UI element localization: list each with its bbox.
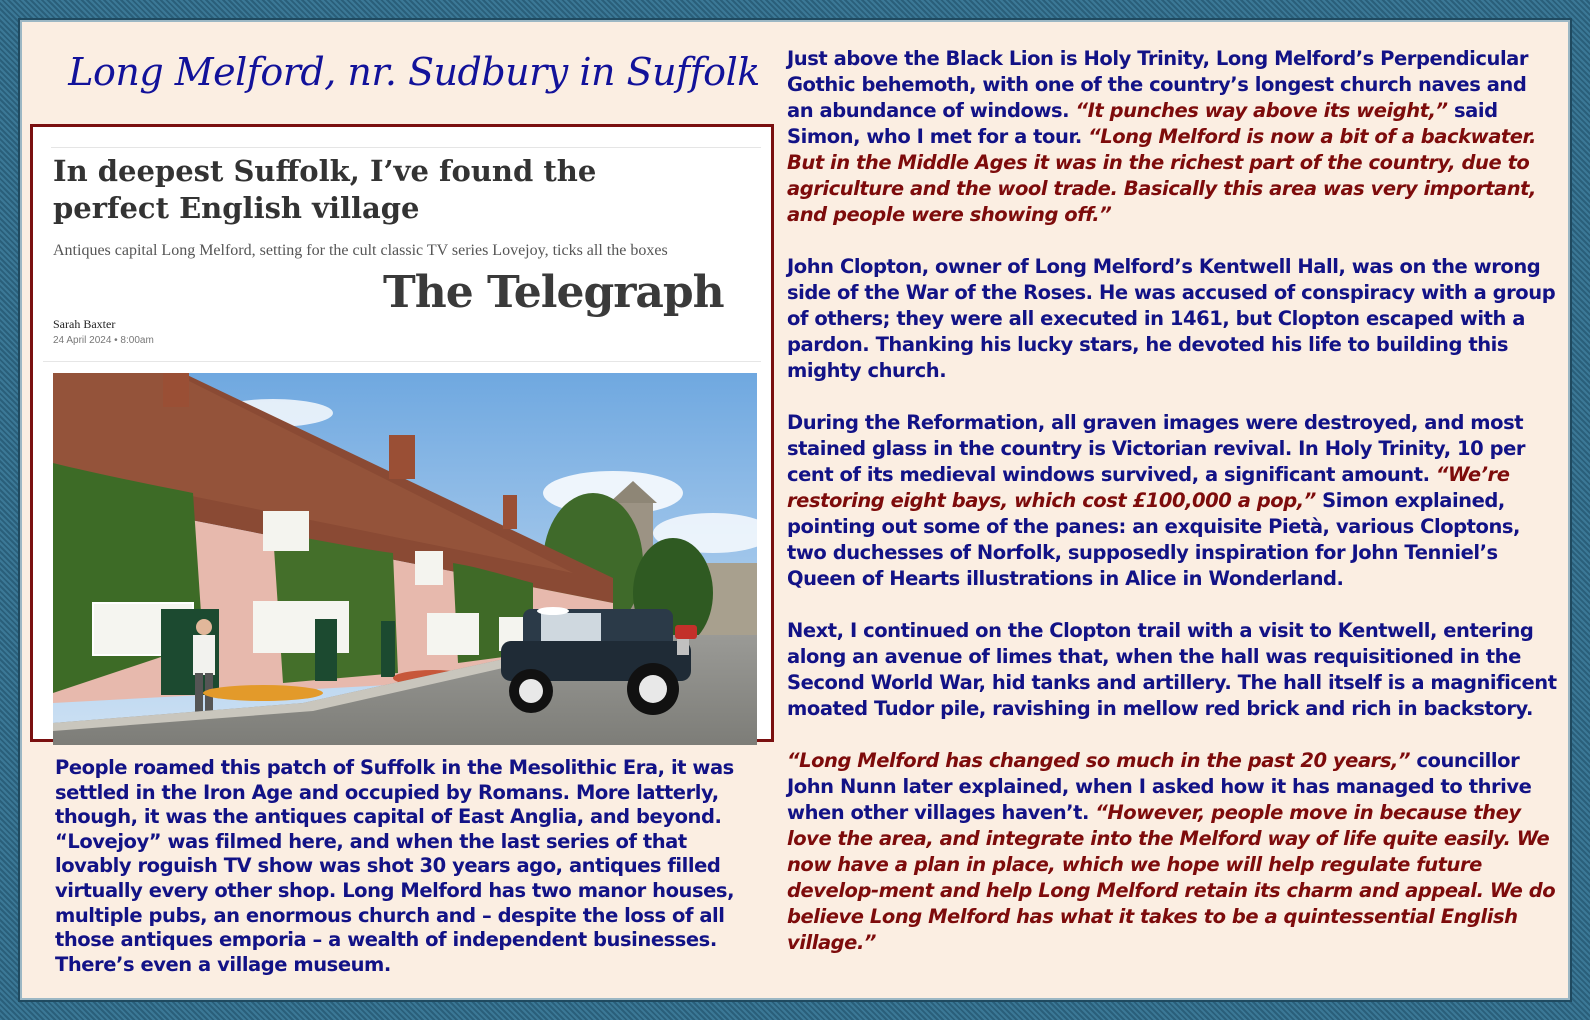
divider	[51, 147, 761, 148]
quote: “We’re restoring eight bays, which cost £100,000 a pop,”	[787, 463, 1510, 512]
article-date: 24 April 2024 • 8:00am	[53, 335, 154, 346]
right-column	[787, 46, 1557, 982]
quote: “It punches way above its weight,”	[1075, 99, 1448, 122]
page	[20, 20, 1570, 1000]
divider	[43, 361, 761, 362]
paragraph-kentwell: Next, I continued on the Clopton trail with a visit to Kentwell, entering along an avenue of limes that, when the hall was requisitioned in the Second World War, hid tanks and artillery. The hall itself is a magnificent moated Tudor pile, ravishing in mellow red brick and rich in backstory.	[787, 619, 1557, 720]
article-headline: In deepest Suffolk, I’ve found the perfect English village	[53, 154, 597, 225]
paragraph-john-clopton: John Clopton, owner of Long Melford’s Kentwell Hall, was on the wrong side of the War of the Roses. He was accused of conspiracy with a group of others; they were all executed in 1461, but Clopton escaped with a pardon. Thanking his lucky stars, he devoted his life to building this mighty church.	[787, 255, 1556, 382]
village-street-photo	[53, 373, 757, 745]
quote: “Long Melford is now a bit of a backwater. But in the Middle Ages it was in the richest part of the country, due to agriculture and the wool trade. Basically this area was very important, and people were showing off.”	[787, 125, 1537, 226]
page-title: Long Melford, nr. Sudbury in Suffolk	[68, 50, 760, 94]
paragraph-holy-trinity: Just above the Black Lion is Holy Trinity, Long Melford’s Perpendicular Gothic behemoth, with one of the country’s longest church naves and an abundance of windows. “It punches way above its weight,” said Simon, who I met for a tour. “Long Melford is now a bit of a backwater. But in the Middle Ages it was in the richest part of the country, due to agriculture and the wool trade. Basically this area was very important, and people were showing off.”	[787, 47, 1537, 226]
article-standfirst: Antiques capital Long Melford, setting for the cult classic TV series Lovejoy, ticks all the boxes	[53, 242, 668, 259]
telegraph-masthead: The Telegraph	[383, 267, 724, 318]
paragraph-reformation: During the Reformation, all graven images were destroyed, and most stained glass in the country is Victorian revival. In Holy Trinity, 10 per cent of its medieval windows survived, a significant amount. “We’re restoring eight bays, which cost £100,000 a pop,” Simon explained, pointing out some of the panes: an exquisite Pietà, various Cloptons, two duchesses of Norfolk, supposedly inspiration for John Tenniel’s Queen of Hearts illustrations in Alice in Wonderland.	[787, 411, 1526, 590]
article-author: Sarah Baxter	[53, 317, 116, 331]
article-clipping	[30, 124, 774, 742]
left-paragraph: People roamed this patch of Suffolk in the Mesolithic Era, it was settled in the Iron Age and occupied by Romans. More latterly, though, it was the antiques capital of East Anglia, and beyond. “Lovejoy” was filmed here, and when the last series of that lovably roguish TV show was shot 30 years ago, antiques filled virtually every other shop. Long Melford has two manor houses, multiple pubs, an enormous church and – despite the loss of all those antiques emporia – a wealth of independent businesses. There’s even a village museum.	[55, 756, 735, 976]
quote: “Long Melford has changed so much in the past 20 years,”	[787, 749, 1411, 772]
paragraph-councillor: “Long Melford has changed so much in the past 20 years,” councillor John Nunn later explained, when I asked how it has managed to thrive when other villages haven’t. “However, people move in because they love the area, and integrate into the Melford way of life quite easily. We now have a plan in place, which we hope will help regulate future develop-ment and help Long Melford retain its charm and appeal. We do believe Long Melford has what it takes to be a quintessential English village.”	[787, 749, 1556, 954]
quote: “However, people move in because they love the area, and integrate into the Melford way of life quite easily. We now have a plan in place, which we hope will help regulate future develop-ment and help Long Melford retain its charm and appeal. We do believe Long Melford has what it takes to be a quintessential English village.”	[787, 801, 1556, 954]
